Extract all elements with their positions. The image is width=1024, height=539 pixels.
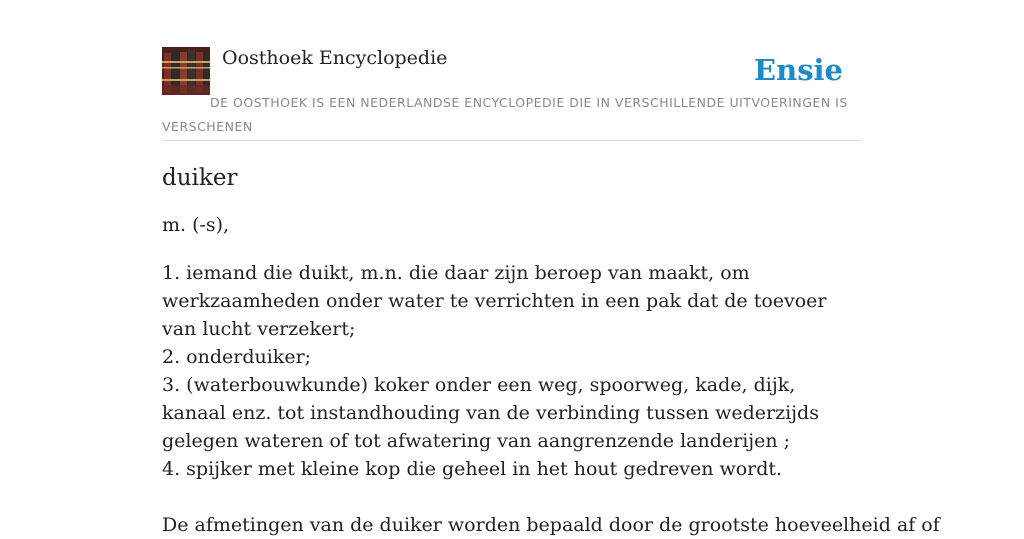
brand-logo[interactable]: Ensie: [754, 53, 843, 87]
entry-extra-text: De afmetingen van de duiker worden bepaald door de grootste hoeveelheid af of: [162, 514, 940, 536]
definition-list: [162, 259, 862, 483]
entry-grammar: m. (-s),: [162, 214, 230, 236]
definition-item: 2. onderduiker;: [162, 346, 312, 368]
definition-item: 3. (waterbouwkunde) koker onder een weg, spoorweg, kade, dijk, kanaal enz. tot instandhouding van de verbinding tussen wederzijds gelegen wateren of tot afwatering van aangrenzende landerijen ;: [162, 374, 819, 452]
site-tagline: DE OOSTHOEK IS EEN NEDERLANDSE ENCYCLOPEDIE DIE IN VERSCHILLENDE UITVOERINGEN IS VERSCHENEN: [162, 95, 848, 134]
book-spines-icon: [162, 47, 210, 95]
definition-item: 4. spijker met kleine kop die geheel in het hout gedreven wordt.: [162, 458, 783, 480]
site-header: [162, 46, 862, 141]
definition-item: 1. iemand die duikt, m.n. die daar zijn beroep van maakt, om werkzaamheden onder water te verrichten in een pak dat de toevoer van lucht verzekert;: [162, 262, 827, 340]
site-name[interactable]: Oosthoek Encyclopedie: [222, 47, 448, 69]
entry-content: [162, 160, 940, 539]
entry-title: duiker: [162, 165, 238, 191]
site-avatar[interactable]: [162, 47, 210, 95]
